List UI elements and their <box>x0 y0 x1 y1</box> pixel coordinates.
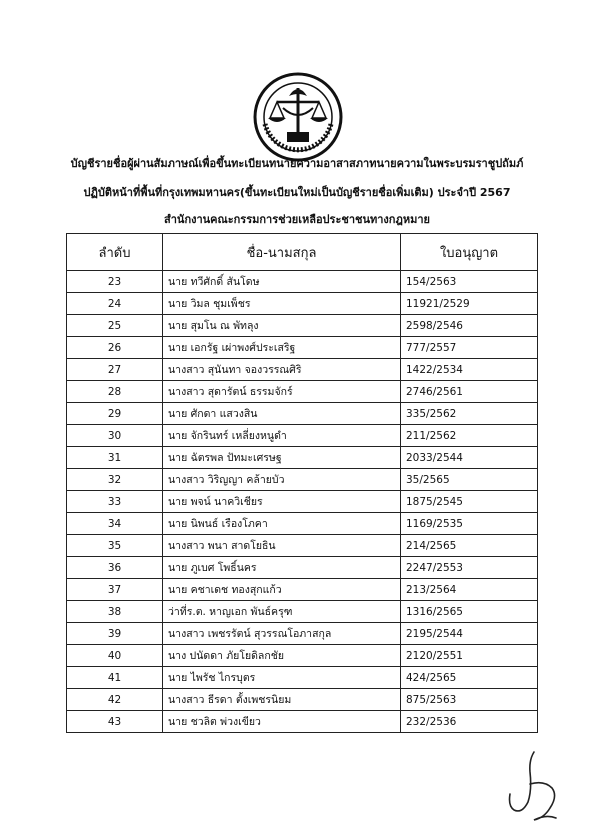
cell-number: 27 <box>67 359 163 381</box>
cell-number: 34 <box>67 513 163 535</box>
cell-name: นาย นิพนธ์ เรืองโภคา <box>163 513 401 535</box>
table-row <box>67 425 538 447</box>
cell-license: 2598/2546 <box>401 315 538 337</box>
table-row <box>67 667 538 689</box>
cell-name: นางสาว เพชรรัตน์ สุวรรณโอภาสกุล <box>163 623 401 645</box>
cell-name: นาย เอกรัฐ เผ่าพงศ์ประเสริฐ <box>163 337 401 359</box>
cell-name: นาย พจน์ นาควิเชียร <box>163 491 401 513</box>
table-row <box>67 601 538 623</box>
cell-name: นาย ภูเบศ โพธิ์นคร <box>163 557 401 579</box>
issuing-office: สำนักงานคณะกรรมการช่วยเหลือประชาชนทางกฎหมาย <box>164 213 430 226</box>
cell-name: นาย คชาเดช ทองสุกแก้ว <box>163 579 401 601</box>
cell-number: 33 <box>67 491 163 513</box>
lawyer-roster-table <box>66 233 538 733</box>
cell-number: 24 <box>67 293 163 315</box>
table-row <box>67 645 538 667</box>
cell-license: 335/2562 <box>401 403 538 425</box>
cell-name: นาย ชวลิต พ่วงเขียว <box>163 711 401 733</box>
table-row <box>67 491 538 513</box>
cell-license: 1875/2545 <box>401 491 538 513</box>
document-title: บัญชีรายชื่อผู้ผ่านสัมภาษณ์เพื่อขึ้นทะเบียนทนายความอาสาสภาทนายความในพระบรมราชูปถัมภ์ <box>70 157 524 170</box>
column-header-name: ชื่อ-นามสกุล <box>163 234 401 271</box>
cell-license: 214/2565 <box>401 535 538 557</box>
table-row <box>67 513 538 535</box>
table-row <box>67 469 538 491</box>
cell-license: 424/2565 <box>401 667 538 689</box>
cell-number: 29 <box>67 403 163 425</box>
table-row <box>67 623 538 645</box>
cell-name: นางสาว ธีรดา ตั้งเพชรนิยม <box>163 689 401 711</box>
cell-number: 25 <box>67 315 163 337</box>
cell-name: นางสาว พนา สาดโยธิน <box>163 535 401 557</box>
table-row <box>67 447 538 469</box>
cell-name: นาย ไพรัช ไกรบุตร <box>163 667 401 689</box>
cell-license: 875/2563 <box>401 689 538 711</box>
cell-license: 232/2536 <box>401 711 538 733</box>
table-row <box>67 579 538 601</box>
table-row <box>67 293 538 315</box>
table-row <box>67 403 538 425</box>
cell-name: นาย สุมโน ณ พัทลุง <box>163 315 401 337</box>
cell-name: นาย ศักดา แสวงสิน <box>163 403 401 425</box>
table-row <box>67 381 538 403</box>
table-row <box>67 337 538 359</box>
cell-license: 1169/2535 <box>401 513 538 535</box>
table-row <box>67 359 538 381</box>
cell-number: 42 <box>67 689 163 711</box>
cell-name: นาง ปนัดดา ภัยโยดิลกชัย <box>163 645 401 667</box>
cell-number: 43 <box>67 711 163 733</box>
cell-name: นาย ฉัตรพล ปัทมะเศรษฐ <box>163 447 401 469</box>
column-header-number: ลำดับ <box>67 234 163 271</box>
cell-number: 36 <box>67 557 163 579</box>
table-row <box>67 711 538 733</box>
table-body <box>67 271 538 733</box>
cell-number: 30 <box>67 425 163 447</box>
cell-license: 1422/2534 <box>401 359 538 381</box>
cell-number: 23 <box>67 271 163 293</box>
cell-license: 2033/2544 <box>401 447 538 469</box>
table-row <box>67 271 538 293</box>
cell-number: 32 <box>67 469 163 491</box>
cell-name: ว่าที่ร.ต. หาญเอก พันธ์ครุฑ <box>163 601 401 623</box>
cell-license: 213/2564 <box>401 579 538 601</box>
cell-number: 26 <box>67 337 163 359</box>
cell-number: 39 <box>67 623 163 645</box>
handwritten-signature <box>500 744 570 824</box>
cell-number: 40 <box>67 645 163 667</box>
cell-number: 31 <box>67 447 163 469</box>
cell-name: นางสาว สุนันทา จองวรรณศิริ <box>163 359 401 381</box>
cell-number: 41 <box>67 667 163 689</box>
table-header-row <box>67 234 538 271</box>
cell-license: 777/2557 <box>401 337 538 359</box>
lawyers-council-seal-icon <box>253 72 343 162</box>
cell-number: 37 <box>67 579 163 601</box>
cell-license: 2195/2544 <box>401 623 538 645</box>
column-header-license: ใบอนุญาต <box>401 234 538 271</box>
cell-number: 28 <box>67 381 163 403</box>
cell-license: 35/2565 <box>401 469 538 491</box>
table-row <box>67 315 538 337</box>
cell-license: 1316/2565 <box>401 601 538 623</box>
cell-number: 35 <box>67 535 163 557</box>
table-row <box>67 535 538 557</box>
cell-name: นางสาว วิริญญา คล้ายบัว <box>163 469 401 491</box>
cell-name: นาย จักรินทร์ เหลี่ยงหนูดำ <box>163 425 401 447</box>
table-row <box>67 557 538 579</box>
cell-number: 38 <box>67 601 163 623</box>
document-subtitle: ปฏิบัติหน้าที่พื้นที่กรุงเทพมหานคร(ขึ้นทะเบียนใหม่เป็นบัญชีรายชื่อเพิ่มเติม) ประจำปี 2567 <box>83 186 511 199</box>
cell-license: 11921/2529 <box>401 293 538 315</box>
cell-license: 2746/2561 <box>401 381 538 403</box>
cell-license: 211/2562 <box>401 425 538 447</box>
table-row <box>67 689 538 711</box>
cell-license: 154/2563 <box>401 271 538 293</box>
cell-license: 2247/2553 <box>401 557 538 579</box>
cell-license: 2120/2551 <box>401 645 538 667</box>
cell-name: นาย ทวีศักดิ์ สันโดษ <box>163 271 401 293</box>
cell-name: นางสาว สุดารัตน์ ธรรมจักร์ <box>163 381 401 403</box>
cell-name: นาย วิมล ชุมเพ็ชร <box>163 293 401 315</box>
